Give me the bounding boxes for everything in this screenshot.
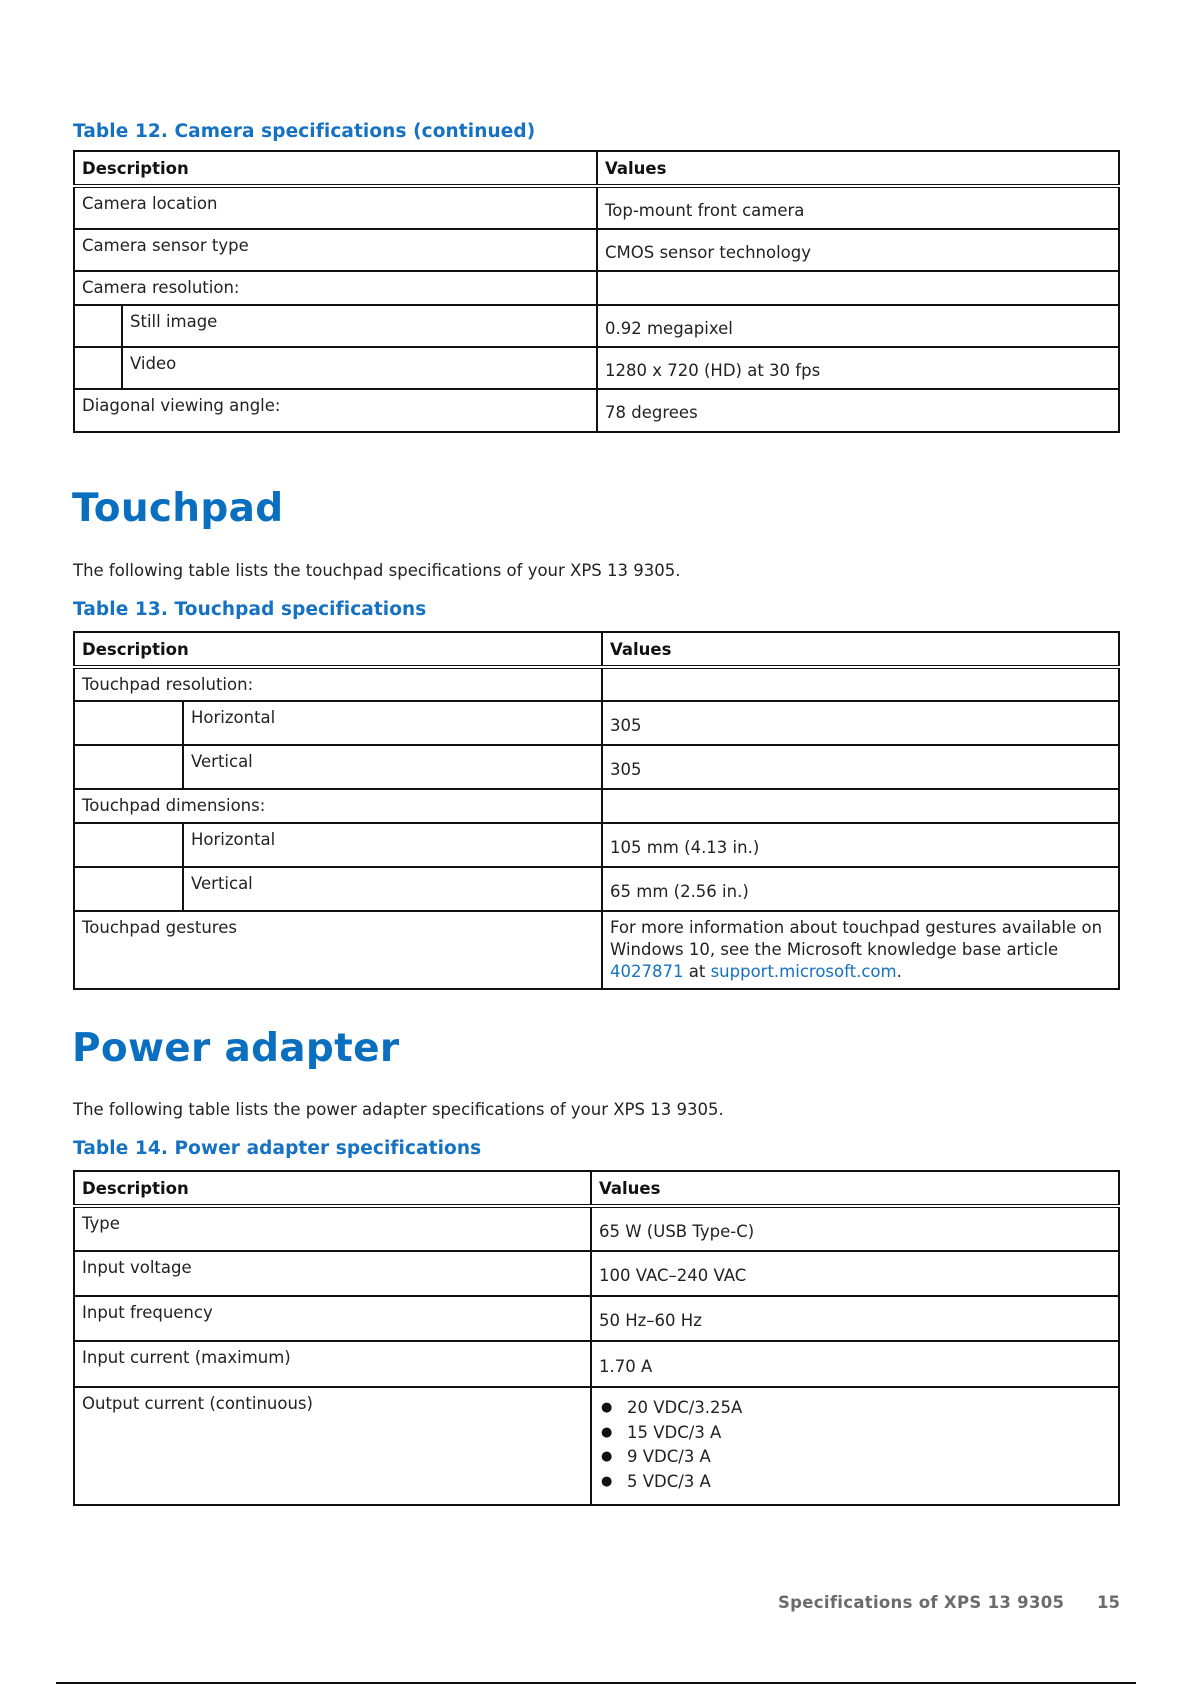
row-value: 0.92 megapixel xyxy=(597,305,1119,347)
row-value: 65 W (USB Type-C) xyxy=(591,1206,1119,1251)
row-description: Diagonal viewing angle: xyxy=(74,389,597,432)
row-description: Video xyxy=(122,347,597,389)
indent-cell xyxy=(74,305,122,347)
row-value: 305 xyxy=(602,745,1119,789)
table-row xyxy=(74,1341,1119,1387)
table-row xyxy=(74,305,1119,347)
camera-table-caption: Table 12. Camera specifications (continued) xyxy=(73,121,536,142)
row-description: Camera location xyxy=(74,186,597,229)
row-value: Top-mount front camera xyxy=(597,186,1119,229)
table-row xyxy=(74,823,1119,867)
kb-article-link[interactable]: 4027871 xyxy=(610,962,684,981)
output-current-list xyxy=(599,1396,1111,1494)
power-adapter-intro: The following table lists the power adapter specifications of your XPS 13 9305. xyxy=(73,1100,724,1119)
indent-cell xyxy=(74,347,122,389)
row-description: Input current (maximum) xyxy=(74,1341,591,1387)
power-adapter-heading: Power adapter xyxy=(72,1026,400,1071)
description-header: Description xyxy=(74,151,597,186)
table-header-row xyxy=(74,632,1119,667)
footer-title: Specifications of XPS 13 9305 xyxy=(778,1593,1065,1612)
table-header-row xyxy=(74,151,1119,186)
table-row xyxy=(74,229,1119,271)
row-description: Type xyxy=(74,1206,591,1251)
table-row xyxy=(74,745,1119,789)
table-header-row xyxy=(74,1171,1119,1206)
list-item: ● 20 VDC/3.25A xyxy=(599,1396,1111,1421)
row-value xyxy=(602,789,1119,823)
table-row xyxy=(74,347,1119,389)
row-description: Vertical xyxy=(183,867,602,911)
gestures-info-text: For more information about touchpad gestures available on Windows 10, see the Microsoft knowledge base article xyxy=(610,918,1103,959)
camera-specs-table xyxy=(73,150,1120,433)
at-text: at xyxy=(683,962,711,981)
row-value xyxy=(597,271,1119,305)
row-value xyxy=(602,911,1119,989)
row-description: Vertical xyxy=(183,745,602,789)
touchpad-intro: The following table lists the touchpad specifications of your XPS 13 9305. xyxy=(73,561,681,580)
table-row xyxy=(74,186,1119,229)
row-value: 100 VAC–240 VAC xyxy=(591,1251,1119,1296)
touchpad-heading: Touchpad xyxy=(72,486,284,531)
table-row xyxy=(74,1206,1119,1251)
table-row xyxy=(74,667,1119,701)
table-row xyxy=(74,1251,1119,1296)
row-description: Touchpad dimensions: xyxy=(74,789,602,823)
table-row xyxy=(74,701,1119,745)
description-header: Description xyxy=(74,632,602,667)
row-value: 65 mm (2.56 in.) xyxy=(602,867,1119,911)
indent-cell xyxy=(74,867,183,911)
table-row xyxy=(74,1296,1119,1341)
row-description: Horizontal xyxy=(183,823,602,867)
row-value: 78 degrees xyxy=(597,389,1119,432)
row-description: Touchpad resolution: xyxy=(74,667,602,701)
table-row xyxy=(74,867,1119,911)
row-description: Horizontal xyxy=(183,701,602,745)
list-item: ● 5 VDC/3 A xyxy=(599,1470,1111,1495)
values-header: Values xyxy=(597,151,1119,186)
row-description: Camera resolution: xyxy=(74,271,597,305)
touchpad-table-caption: Table 13. Touchpad specifications xyxy=(73,599,427,620)
row-value: 1280 x 720 (HD) at 30 fps xyxy=(597,347,1119,389)
row-description: Input voltage xyxy=(74,1251,591,1296)
row-description: Input frequency xyxy=(74,1296,591,1341)
row-description: Touchpad gestures xyxy=(74,911,602,989)
touchpad-specs-table xyxy=(73,631,1120,990)
indent-cell xyxy=(74,745,183,789)
row-description: Camera sensor type xyxy=(74,229,597,271)
row-value: 105 mm (4.13 in.) xyxy=(602,823,1119,867)
list-item: ● 9 VDC/3 A xyxy=(599,1445,1111,1470)
power-adapter-specs-table xyxy=(73,1170,1120,1506)
row-value: 305 xyxy=(602,701,1119,745)
row-description: Output current (continuous) xyxy=(74,1387,591,1505)
end-text: . xyxy=(896,962,902,981)
table-row xyxy=(74,389,1119,432)
support-site-link[interactable]: support.microsoft.com xyxy=(710,962,897,981)
description-header: Description xyxy=(74,1171,591,1206)
row-value xyxy=(591,1387,1119,1505)
indent-cell xyxy=(74,823,183,867)
power-adapter-table-caption: Table 14. Power adapter specifications xyxy=(73,1138,482,1159)
values-header: Values xyxy=(602,632,1119,667)
table-row xyxy=(74,911,1119,989)
table-row xyxy=(74,789,1119,823)
values-header: Values xyxy=(591,1171,1119,1206)
table-row xyxy=(74,1387,1119,1505)
row-value: 50 Hz–60 Hz xyxy=(591,1296,1119,1341)
table-row xyxy=(74,271,1119,305)
list-item: ● 15 VDC/3 A xyxy=(599,1421,1111,1446)
row-description: Still image xyxy=(122,305,597,347)
row-value: CMOS sensor technology xyxy=(597,229,1119,271)
page-number: 15 xyxy=(1097,1593,1120,1612)
row-value xyxy=(602,667,1119,701)
row-value: 1.70 A xyxy=(591,1341,1119,1387)
indent-cell xyxy=(74,701,183,745)
